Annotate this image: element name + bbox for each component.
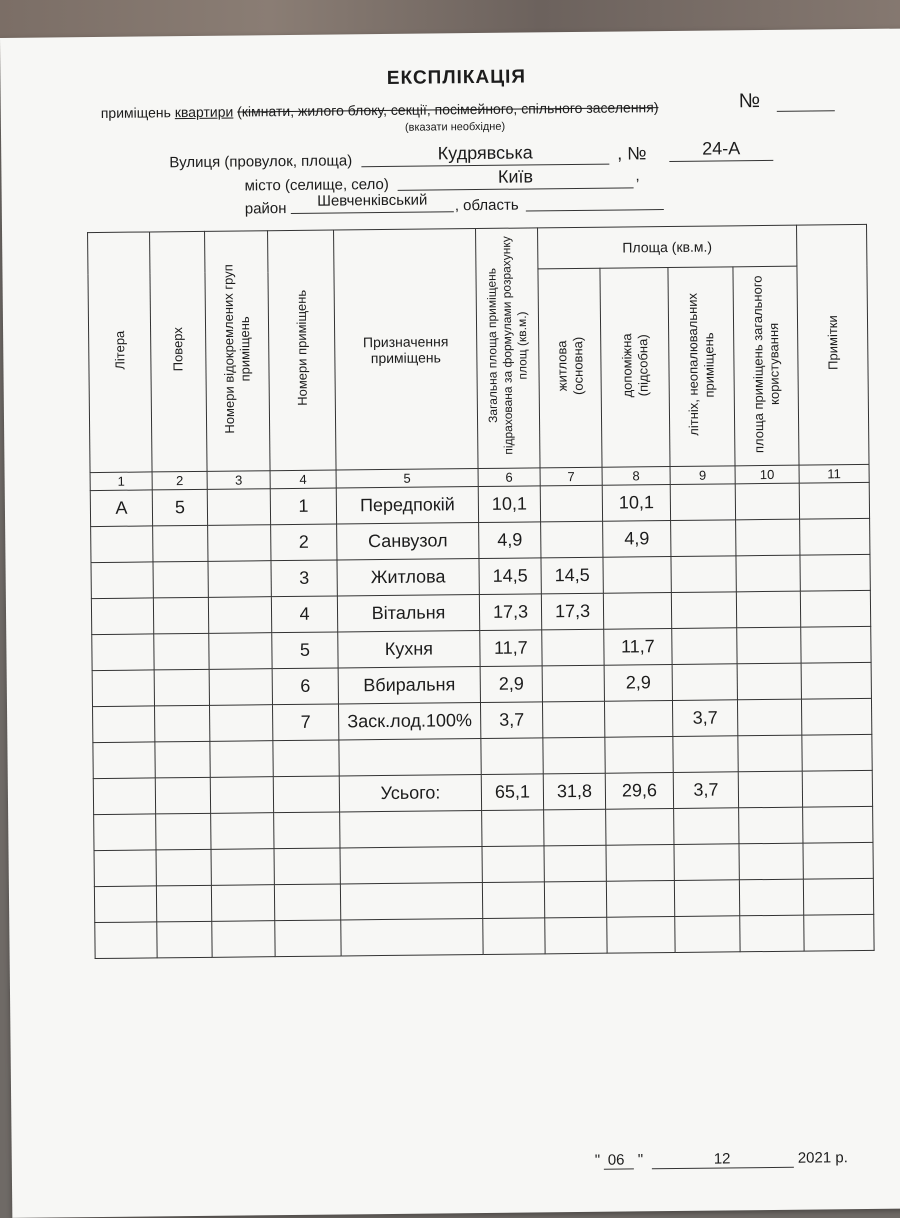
cell-no: 5	[272, 632, 338, 669]
cell-floor	[156, 813, 211, 850]
cell-floor	[154, 669, 209, 706]
date-close-quote: "	[637, 1151, 644, 1169]
cell-total	[483, 918, 545, 955]
cell-name: Вбиральня	[338, 667, 480, 704]
cell-note	[803, 878, 873, 915]
cell-litera	[94, 850, 156, 887]
cell-common	[737, 663, 801, 700]
cell-living: 17,3	[541, 593, 603, 630]
cell-aux: 29,6	[605, 772, 673, 809]
cell-no	[273, 776, 339, 813]
cell-common	[735, 483, 799, 520]
cell-aux: 4,9	[603, 521, 671, 558]
cell-floor	[155, 741, 210, 778]
document-subtitle	[101, 99, 659, 121]
cell-total: 2,9	[480, 666, 542, 703]
cell-note	[799, 482, 869, 519]
column-number: 10	[735, 465, 799, 484]
document-title: ЕКСПЛІКАЦІЯ	[386, 66, 527, 89]
header-common: площа приміщень загального користування	[733, 266, 799, 466]
house-label: , №	[617, 143, 647, 164]
cell-group	[211, 849, 274, 886]
explication-table	[87, 224, 875, 959]
cell-aux: 11,7	[604, 628, 672, 665]
cell-total: 3,7	[480, 702, 542, 739]
cell-floor	[153, 561, 208, 598]
cell-floor	[153, 597, 208, 634]
cell-living	[544, 809, 606, 846]
cell-living	[545, 917, 607, 954]
header-summer: літніх, неопалювальних приміщень	[668, 267, 735, 467]
cell-floor	[156, 885, 211, 922]
column-number: 4	[270, 470, 336, 489]
cell-no: 4	[271, 596, 337, 633]
cell-note	[800, 590, 870, 627]
cell-no	[273, 740, 339, 777]
cell-summer: 3,7	[673, 772, 738, 809]
cell-common	[738, 735, 802, 772]
header-room-no: Номери приміщень	[268, 230, 337, 471]
cell-group	[209, 669, 272, 706]
cell-aux	[603, 593, 671, 630]
cell-total: 10,1	[478, 486, 540, 523]
cell-name: Санвузол	[337, 523, 479, 560]
street-value: Кудрявська	[361, 142, 609, 168]
cell-name: Житлова	[337, 559, 479, 596]
column-number: 5	[336, 469, 478, 488]
cell-name: Передпокій	[336, 487, 478, 524]
cell-litera	[92, 670, 154, 707]
cell-common	[738, 771, 802, 808]
cell-living	[542, 629, 604, 666]
column-number: 6	[478, 468, 540, 487]
district-value: Шевченківський	[291, 191, 454, 214]
cell-name	[340, 882, 482, 919]
cell-total: 11,7	[480, 630, 542, 667]
cell-summer: 3,7	[672, 700, 737, 737]
cell-aux	[603, 557, 671, 594]
cell-total	[482, 882, 544, 919]
cell-no	[274, 812, 340, 849]
cell-no: 2	[271, 524, 337, 561]
cell-summer	[671, 556, 736, 593]
cell-summer	[672, 628, 737, 665]
cell-litera	[93, 742, 155, 779]
cell-living: 31,8	[543, 773, 605, 810]
column-number: 1	[90, 472, 152, 491]
cell-litera	[93, 778, 155, 815]
cell-no	[274, 848, 340, 885]
header-living: житлова (основна)	[538, 268, 602, 468]
header-litera: Літера	[88, 232, 153, 473]
cell-aux	[607, 916, 675, 953]
cell-living	[540, 485, 602, 522]
subtitle-prefix: приміщень	[100, 104, 171, 121]
cell-common	[739, 843, 803, 880]
cell-name	[339, 739, 481, 776]
cell-note	[800, 518, 870, 555]
column-number: 7	[540, 467, 602, 486]
cell-summer	[672, 664, 737, 701]
number-label: №	[738, 90, 761, 113]
cell-floor	[155, 705, 210, 742]
cell-summer	[675, 916, 740, 953]
cell-name: Усього:	[339, 775, 481, 812]
cell-aux	[606, 808, 674, 845]
cell-common	[739, 807, 803, 844]
subtitle-struck-options: (кімнати, жилого блоку, секції, посімейного, спільного заселення)	[237, 99, 659, 120]
cell-no: 6	[272, 668, 338, 705]
cell-summer	[674, 808, 739, 845]
cell-note	[801, 626, 871, 663]
cell-summer	[674, 880, 739, 917]
header-groups: Номери відокремлених груп приміщень	[205, 231, 271, 472]
cell-total: 65,1	[481, 774, 543, 811]
cell-common	[737, 699, 801, 736]
cell-note	[801, 698, 871, 735]
header-floor: Поверх	[150, 231, 208, 472]
cell-living	[544, 881, 606, 918]
cell-common	[737, 627, 801, 664]
header-notes: Примітки	[797, 224, 870, 465]
date-year: 2021 р.	[797, 1149, 848, 1167]
cell-no: 7	[272, 704, 338, 741]
cell-total: 4,9	[479, 522, 541, 559]
cell-total: 14,5	[479, 558, 541, 595]
cell-common	[736, 519, 800, 556]
cell-summer	[671, 592, 736, 629]
cell-litera	[91, 526, 153, 563]
cell-note	[803, 806, 873, 843]
column-number: 11	[799, 464, 869, 483]
cell-floor	[154, 633, 209, 670]
header-area-group: Площа (кв.м.)	[538, 225, 797, 269]
cell-total	[481, 738, 543, 775]
cell-litera: А	[90, 490, 152, 527]
cell-living	[542, 665, 604, 702]
district-label: район	[244, 200, 287, 218]
cell-aux	[605, 736, 673, 773]
cell-litera	[91, 598, 153, 635]
table-row	[95, 914, 874, 958]
cell-group	[207, 489, 270, 526]
cell-name	[341, 918, 483, 955]
hint-text: (вказати необхідне)	[404, 120, 506, 134]
cell-living	[543, 737, 605, 774]
header-auxiliary: допоміжна (підсобна)	[600, 268, 670, 468]
cell-note	[801, 662, 871, 699]
cell-note	[800, 554, 870, 591]
region-label: , область	[454, 196, 519, 215]
cell-note	[802, 770, 872, 807]
cell-name	[340, 846, 482, 883]
cell-living	[542, 701, 604, 738]
cell-litera	[91, 562, 153, 599]
cell-group	[208, 597, 271, 634]
cell-total: 17,3	[479, 594, 541, 631]
header-purpose: Призначення приміщень	[334, 229, 479, 470]
cell-name: Кухня	[338, 631, 480, 668]
cell-aux	[606, 844, 674, 881]
cell-litera	[92, 634, 154, 671]
cell-group	[209, 705, 272, 742]
column-number: 9	[670, 466, 735, 485]
cell-no: 1	[270, 488, 336, 525]
cell-summer	[671, 520, 736, 557]
cell-floor	[155, 777, 210, 814]
cell-litera	[94, 814, 156, 851]
cell-no: 3	[271, 560, 337, 597]
house-value: 24-А	[669, 138, 773, 162]
cell-common	[736, 591, 800, 628]
cell-no	[274, 884, 340, 921]
cell-group	[211, 885, 274, 922]
cell-aux: 10,1	[602, 485, 670, 522]
cell-aux	[604, 700, 672, 737]
cell-group	[208, 525, 271, 562]
cell-group	[208, 561, 271, 598]
header-total-area: Загальна площа приміщень підрахована за формулами розрахунку площ (кв.м.)	[476, 228, 541, 469]
cell-floor	[153, 525, 208, 562]
cell-summer	[670, 484, 735, 521]
cell-note	[803, 842, 873, 879]
street-label: Вулиця (провулок, площа)	[169, 152, 353, 172]
cell-group	[212, 921, 275, 958]
cell-summer	[674, 844, 739, 881]
cell-floor: 5	[152, 489, 207, 526]
date-month: 12	[713, 1150, 731, 1168]
cell-floor	[156, 849, 211, 886]
cell-living	[544, 845, 606, 882]
column-number: 2	[152, 471, 207, 490]
column-number: 8	[602, 467, 670, 486]
cell-litera	[94, 886, 156, 923]
date-day: 06	[607, 1151, 625, 1169]
number-blank	[777, 110, 835, 112]
cell-note	[802, 734, 872, 771]
cell-group	[210, 741, 273, 778]
cell-living	[541, 521, 603, 558]
cell-floor	[157, 921, 212, 958]
cell-note	[804, 914, 874, 951]
cell-aux: 2,9	[604, 664, 672, 701]
cell-group	[209, 633, 272, 670]
cell-common	[740, 915, 804, 952]
cell-name	[340, 810, 482, 847]
cell-litera	[93, 706, 155, 743]
city-value: Київ	[397, 165, 633, 190]
cell-name: Заск.лод.100%	[338, 703, 480, 740]
cell-total	[482, 810, 544, 847]
cell-summer	[673, 736, 738, 773]
cell-aux	[606, 880, 674, 917]
cell-name: Вітальня	[337, 595, 479, 632]
cell-group	[210, 777, 273, 814]
column-number: 3	[207, 471, 270, 490]
city-label: місто (селище, село)	[244, 175, 389, 195]
cell-common	[739, 879, 803, 916]
cell-living: 14,5	[541, 557, 603, 594]
cell-litera	[95, 922, 157, 959]
document-page: ЕКСПЛІКАЦІЯ приміщень квартири (кімнати, жилого блоку, секції, посімейного, спільного заселення) № (вказати необхідне) Вулиця (провулок, площа) Кудрявська , № 24-А місто (селище, село) Київ , район Шевченківський , область Літера Поверх Номери відокремлених груп приміщень Номери приміщень Призначення приміщень Загальна площа приміщень підрахована за формулами розрахунку площ (кв.м.) Площа (кв.м.) Примітки житлова (основна) допоміжна (підсобна) літніх, неопалювальних приміщень площа приміщень загального користування 1 2 3 4 5 6 7 8 9 10 11 А 5 1 Передпокій 10,1 10,1 2 Санвузол 4,9 4,9 3 Житлова 14,5 14,5 4 Вітальня 17,3 17,3 5 Кухня 11,7 11,7 6 Вбиральня 2,9 2,9 7 Заск.лод.100% 3,7 3,7 Усього: 65,1 31,8 29,6 3,7 " 06 " 12 2021 р.	[0, 28, 900, 1217]
cell-no	[275, 920, 341, 957]
cell-group	[211, 813, 274, 850]
date-open-quote: "	[594, 1151, 601, 1169]
cell-common	[736, 555, 800, 592]
cell-total	[482, 846, 544, 883]
subtitle-apartment: квартири	[174, 103, 234, 121]
region-blank	[526, 189, 664, 211]
